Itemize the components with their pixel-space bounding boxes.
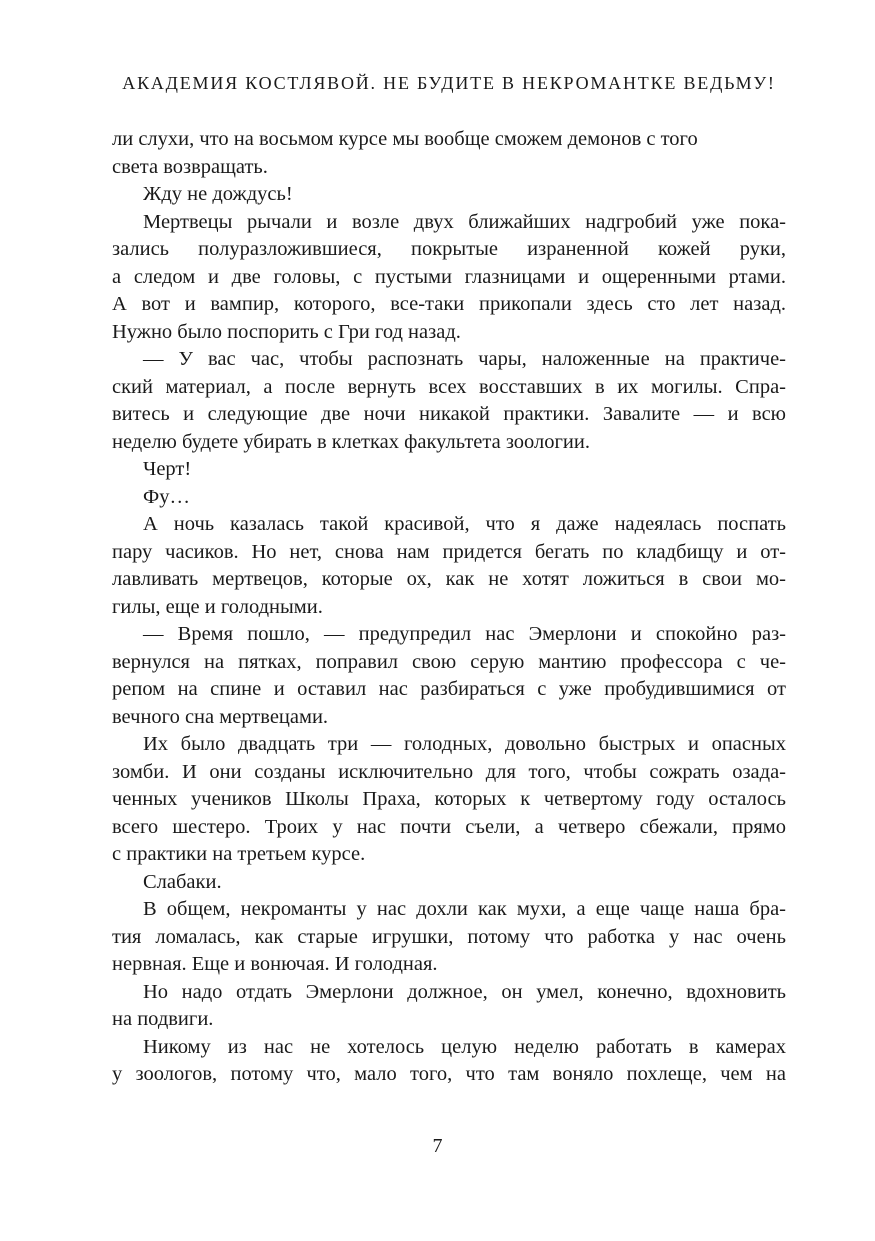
text-line: света возвращать. bbox=[112, 155, 268, 178]
text-line: Слабаки. bbox=[143, 870, 222, 893]
text-line: всего шестеро. Троих у нас почти съели, а четверо сбежали, прямо bbox=[112, 815, 786, 838]
text-line: с практики на третьем курсе. bbox=[112, 843, 366, 865]
text-line: зомби. И они созданы исключительно для того, чтобы сожрать озада- bbox=[112, 760, 786, 783]
text-line: вечного сна мертвецами. bbox=[112, 705, 329, 728]
text-line: репом на спине и оставил нас разбираться с уже пробудившимися от bbox=[112, 678, 786, 700]
text-line: зались полуразложившиеся, покрытые израненной кожей руки, bbox=[112, 238, 786, 260]
text-line: нервная. Еще и вонючая. И голодная. bbox=[112, 953, 438, 975]
text-line: Фу… bbox=[143, 485, 190, 508]
text-line: Их было двадцать три — голодных, довольно быстрых и опасных bbox=[143, 733, 786, 755]
text-line: — Время пошло, — предупредил нас Эмерлони и спокойно раз- bbox=[143, 623, 786, 645]
text-line: Никому из нас не хотелось целую неделю работать в камерах bbox=[143, 1035, 786, 1058]
text-line: Нужно было поспорить с Гри год назад. bbox=[112, 320, 461, 343]
text-line: на подвиги. bbox=[112, 1008, 214, 1030]
body-text bbox=[112, 126, 786, 1089]
text-line: у зоологов, потому что, мало того, что там воняло похлеще, чем на bbox=[112, 1063, 786, 1085]
text-line: Мертвецы рычали и возле двух ближайших надгробий уже пока- bbox=[143, 210, 786, 233]
text-line: лавливать мертвецов, которые ох, как не хотят ложиться в свои мо- bbox=[112, 568, 786, 590]
text-line: В общем, некроманты у нас дохли как мухи, а еще чаще наша бра- bbox=[143, 898, 786, 920]
text-line: ский материал, а после вернуть всех восставших в их могилы. Спра- bbox=[112, 375, 786, 398]
text-line: неделю будете убирать в клетках факультета зоологии. bbox=[112, 430, 590, 453]
page-number: 7 bbox=[432, 1135, 443, 1157]
text-line: вернулся на пятках, поправил свою серую мантию профессора с че- bbox=[112, 650, 786, 673]
text-line: ли слухи, что на восьмом курсе мы вообще сможем демонов с того bbox=[112, 128, 698, 150]
text-line: А ночь казалась такой красивой, что я даже надеялась поспать bbox=[143, 513, 786, 535]
text-line: ченных учеников Школы Праха, которых к четвертому году осталось bbox=[112, 788, 786, 810]
text-line: а следом и две головы, с пустыми глазницами и ощеренными ртами. bbox=[112, 265, 786, 288]
running-header: АКАДЕМИЯ КОСТЛЯВОЙ. НЕ БУДИТЕ В НЕКРОМАНТКЕ ВЕДЬМУ! bbox=[122, 73, 776, 93]
text-line: — У вас час, чтобы распознать чары, наложенные на практиче- bbox=[143, 348, 786, 370]
text-line: пару часиков. Но нет, снова нам придется бегать по кладбищу и от- bbox=[112, 540, 786, 563]
text-line: гилы, еще и голодными. bbox=[112, 595, 323, 618]
text-line: Но надо отдать Эмерлони должное, он умел, конечно, вдохновить bbox=[143, 980, 786, 1003]
text-line: витесь и следующие две ночи никакой практики. Завалите — и всю bbox=[112, 403, 786, 425]
text-line: тия ломалась, как старые игрушки, потому что работка у нас очень bbox=[112, 925, 786, 948]
text-line: Черт! bbox=[143, 458, 192, 480]
text-line: А вот и вампир, которого, все-таки прикопали здесь сто лет назад. bbox=[112, 293, 786, 315]
text-line: Жду не дождусь! bbox=[143, 183, 293, 205]
